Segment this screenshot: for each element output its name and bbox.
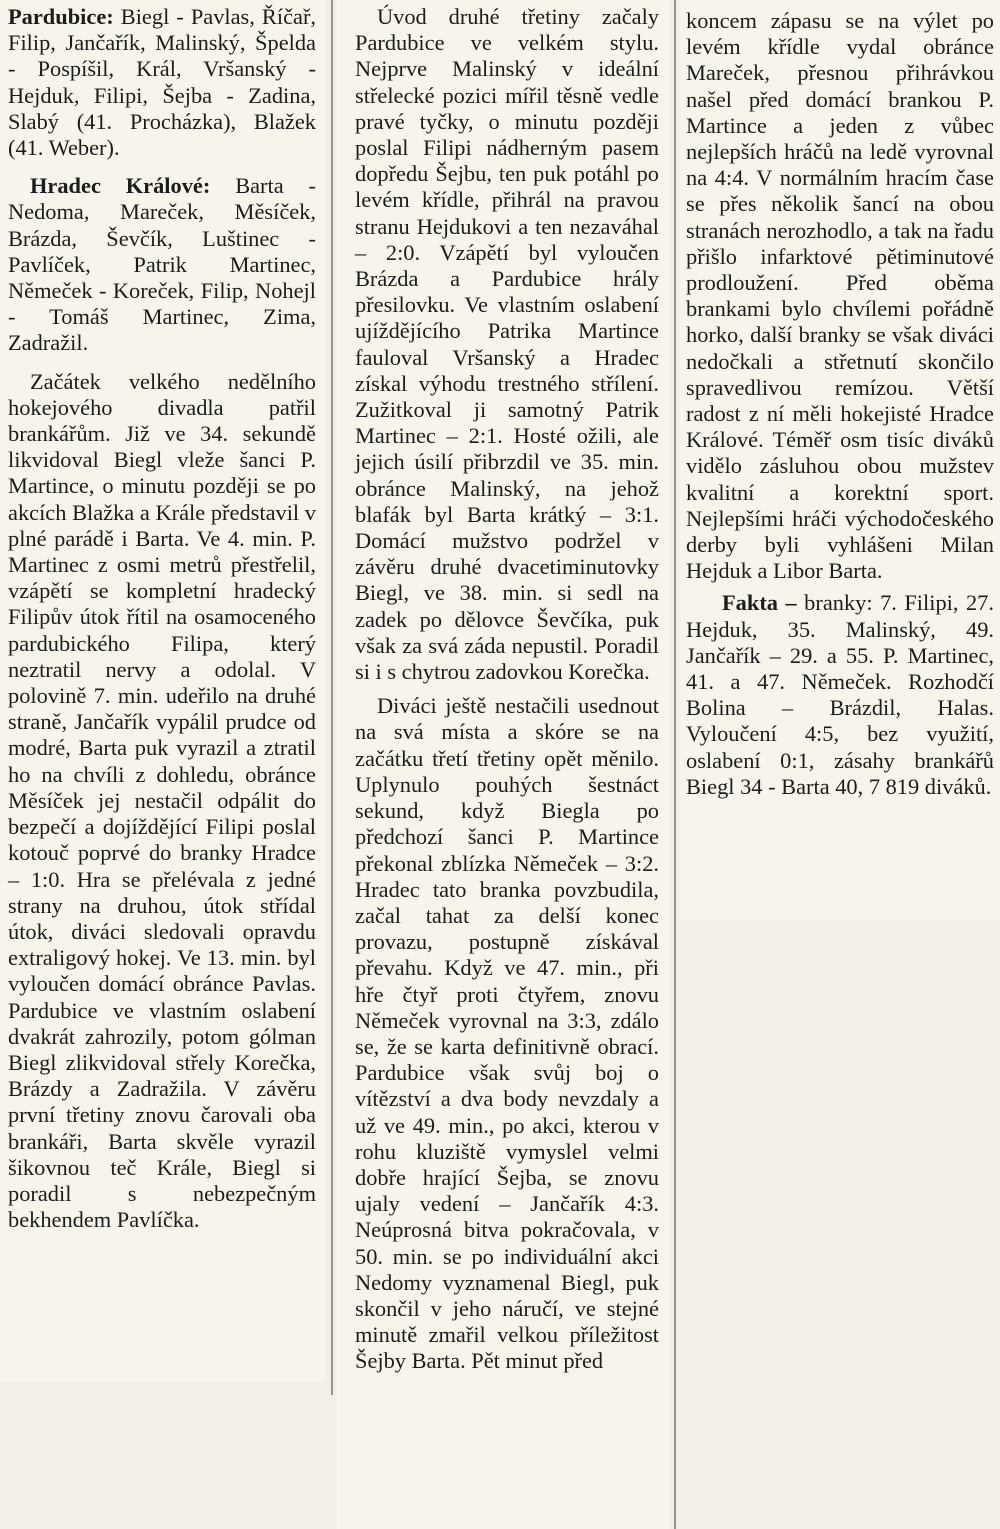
lineup-pardubice [8, 4, 316, 161]
column-divider-2 [674, 0, 676, 1529]
column-divider-1 [331, 0, 333, 1395]
facts-label: Fakta – [722, 590, 797, 616]
article-paragraph-1: Začátek velkého nedělního hokejového divadla patřil brankářům. Již ve 34. sekundě likvidoval Biegl vleže šanci P. Martince, o minutu později se po akcích Blažka a Krále představil v plné parádě i Barta. Ve 4. min. P. Martinec z osmi metrů přestřelil, vzápětí se kompletní hradecký Filipův útok řítil na osamoceného pardubického Filipa, který neztratil nervy a odolal. V polovině 7. min. udeřilo na druhé straně, Jančařík vypálil prudce od modré, Barta puk vyrazil a ztratil ho na chvíli z dohledu, obránce Měsíček jej nestačil odpálit do bezpečí a dojíždějící Filipi poslal kotouč poprvé do branky Hradce – 1:0. Hra se přelévala z jedné strany na druhou, útok střídal útok, diváci sledovali opravdu extraligový hokej. Ve 13. min. byl vyloučen domácí obránce Pavlas. Pardubice ve vlastním oslabení dvakrát zahrozily, potom gólman Biegl zlikvidoval střely Korečka, Brázdy a Zadražila. V závěru první třetiny znovu čarovali oba brankáři, Barta skvěle vyrazil šikovnou teč Krále, Biegl si poradil s nebezpečným bekhendem Pavlíčka. [8, 368, 316, 1233]
lineup-pardubice-label: Pardubice: [8, 4, 114, 29]
facts [686, 590, 994, 800]
column-1 [0, 0, 326, 1382]
lineup-hradec-text: Barta - Nedoma, Mareček, Měsíček, Brázda, Ševčík, Luštinec - Pavlíček, Patrik Martinec, Němeček - Koreček, Filip, Nohejl - Tomáš Martinec, Zima, Zadražil. [8, 173, 316, 356]
lineup-pardubice-text: Biegl - Pavlas, Říčař, Filip, Jančařík, Malinský, Špelda - Pospíšil, Král, Vršanský - Hejduk, Filipi, Šejba - Zadina, Slabý (41. Procházka), Blažek (41. Weber). [8, 4, 316, 161]
column-3 [680, 0, 1000, 920]
lineup-hradec [8, 173, 316, 356]
article-paragraph-3: Diváci ještě nestačili usednout na svá místa a skóre se na začátku třetí třetiny opět měnilo. Uplynulo pouhých šestnáct sekund, když Biegla po předchozí šanci P. Martince překonal zblízka Němeček – 3:2. Hradec tato branka povzbudila, začal tahat za delší konec provazu, postupně získával převahu. Když ve 47. min., při hře čtyř proti čtyřem, znovu Němeček vyrovnal na 3:3, zdálo se, že se karta definitivně obrací. Pardubice však svůj boj o vítězství a dva body nevzdaly a už ve 49. min., po akci, kterou v rohu kluziště vymyslel velmi dobře hrající Šejba, se znovu ujaly vedení – Jančařík 4:3. Neúprosná bitva pokračovala, v 50. min. se po individuální akci Nedomy vyznamenal Biegl, puk skončil v jeho náručí, ve stejné minutě zmařil velkou příležitost Šejby Barta. Pět minut před [355, 693, 659, 1374]
lineup-hradec-label: Hradec Králové: [30, 173, 211, 199]
column-2 [337, 0, 669, 1529]
article-paragraph-2: Úvod druhé třetiny začaly Pardubice ve velkém stylu. Nejprve Malinský v ideální střelecké pozici mířil těsně vedle pravé tyčky, o minutu později poslal Filipi nádherným pasem dopředu Šejbu, ten puk potáhl po levém křídle, přihrál na pravou stranu Hejdukovi a ten nezaváhal – 2:0. Vzápětí byl vyloučen Brázda a Pardubice hrály přesilovku. Ve vlastním oslabení ujíždějícího Patrika Martince fauloval Vršanský a Hradec získal výhodu trestného střílení. Zužitkoval ji samotný Patrik Martinec – 2:1. Hosté ožili, ale jejich úsilí přibrzdil ve 35. min. obránce Malinský, na jehož blafák byl Barta krátký – 3:1. Domácí mužstvo podržel v závěru druhé dvacetiminutovky Biegl, ve 38. min. si sedl na zadek po dělovce Ševčíka, puk však za svá záda nepustil. Poradil si i s chytrou zadovkou Korečka. [355, 4, 659, 685]
article-paragraph-4: koncem zápasu se na výlet po levém křídle vydal obránce Mareček, přesnou přihrávkou našel před domácí brankou P. Martince a jeden z vůbec nejlepších hráčů na ledě vyrovnal na 4:4. V normálním hracím čase se přes několik šancí na obou stranách nerozhodlo, a tak na řadu přišlo infarktové pětiminutové prodloužení. Před oběma brankami bylo chvílemi pořádně horko, další branky se však diváci nedočkali a střetnutí skončilo spravedlivou remízou. Větší radost z ní měli hokejisté Hradce Králové. Téměř osm tisíc diváků vidělo zásluhou obou mužstev kvalitní a korektní sport. Nejlepšími hráči východočeského derby byli vyhlášeni Milan Hejduk a Libor Barta. [686, 8, 994, 584]
facts-text: branky: 7. Filipi, 27. Hejduk, 35. Malinský, 49. Jančařík – 29. a 55. P. Martinec, 41. a 47. Němeček. Rozhodčí Bolina – Brázdil, Halas. Vyloučení 4:5, bez využití, oslabení 0:1, zásahy brankářů Biegl 34 - Barta 40, 7 819 diváků. [686, 590, 994, 799]
